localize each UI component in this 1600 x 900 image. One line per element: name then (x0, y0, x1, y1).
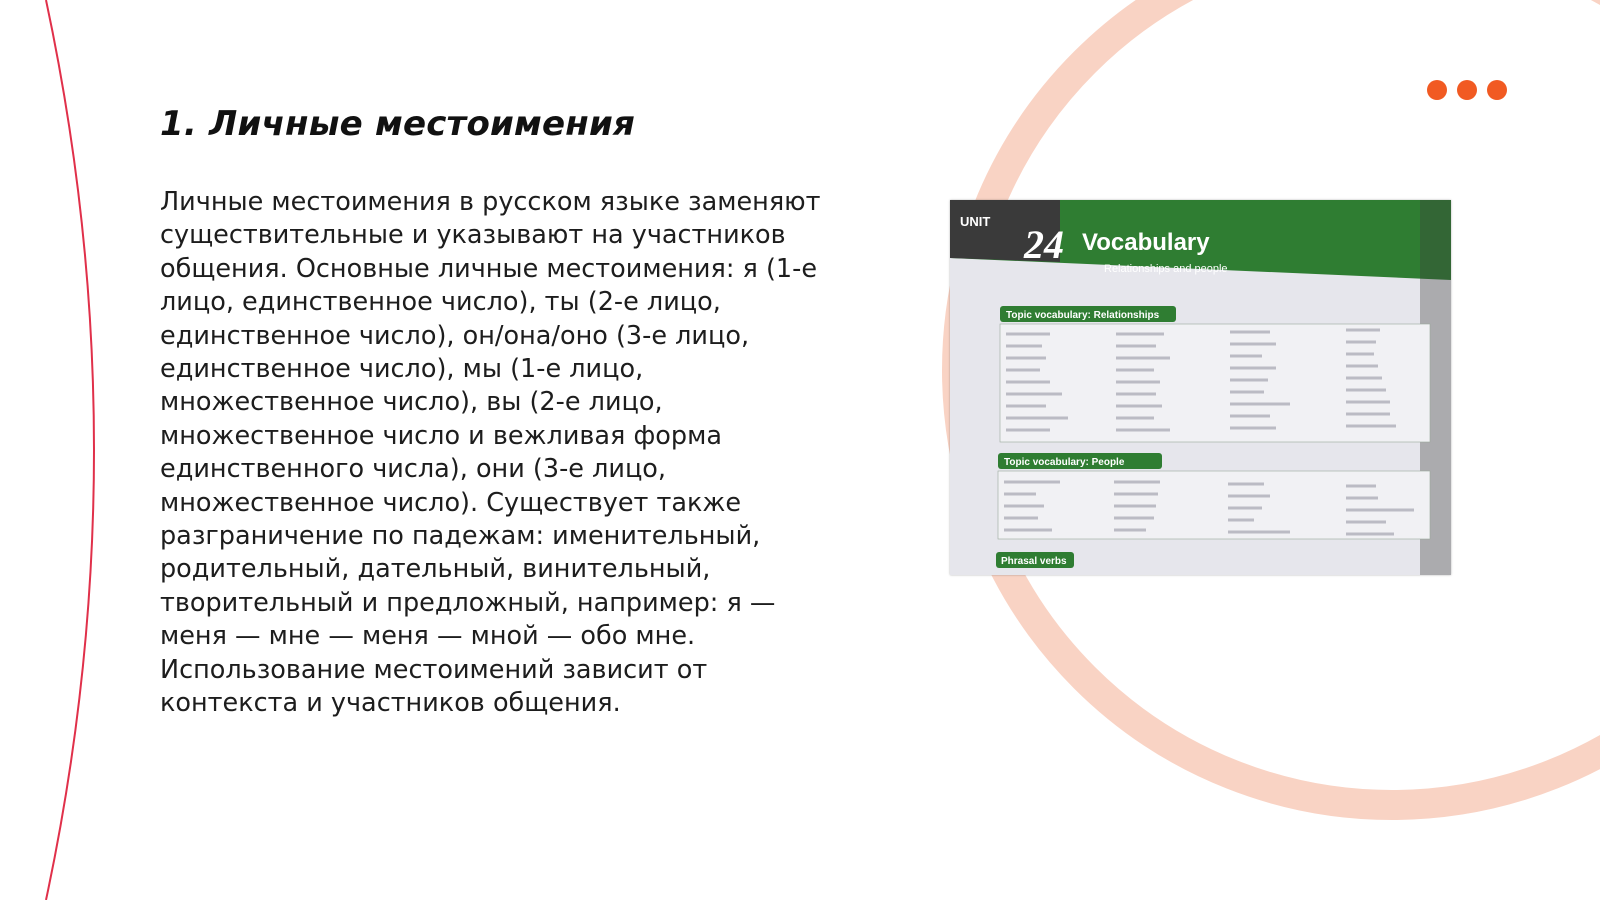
book-subheading: Relationships and people (1104, 263, 1228, 275)
section-phrasal-label: Phrasal verbs (1001, 556, 1067, 567)
left-curve-line (46, 0, 94, 900)
section-people-label: Topic vocabulary: People (1004, 457, 1125, 468)
section-relationships-label: Topic vocabulary: Relationships (1006, 310, 1160, 321)
unit-number: 24 (1024, 222, 1064, 267)
dot-icon (1457, 80, 1477, 100)
dot-icon (1427, 80, 1447, 100)
textbook-photo (950, 200, 1451, 575)
unit-label: UNIT (960, 214, 991, 229)
slide-title: 1. Личные местоимения (160, 104, 636, 144)
dot-icon (1487, 80, 1507, 100)
slide-body-text: Личные местоимения в русском языке заменяют существительные и указывают на участников общения. Основные личные местоимения: я (1-е лицо, единственное число), ты (2-е лицо, единственное число), он/она/оно (3-е лицо, единственное число), мы (1-е лицо, множественное число), вы (2-е лицо, множественное число и вежливая форма единственного числа), они (3-е лицо, множественное число). Существует также разграничение по падежам: именительный, родительный, дательный, винительный, творительный и предложный, например: я — меня — мне — меня — мной — обо мне. Использование местоимений зависит от контекста и участников общения. (160, 187, 821, 719)
three-dots-icon[interactable] (1427, 80, 1507, 100)
book-heading: Vocabulary (1082, 229, 1210, 256)
